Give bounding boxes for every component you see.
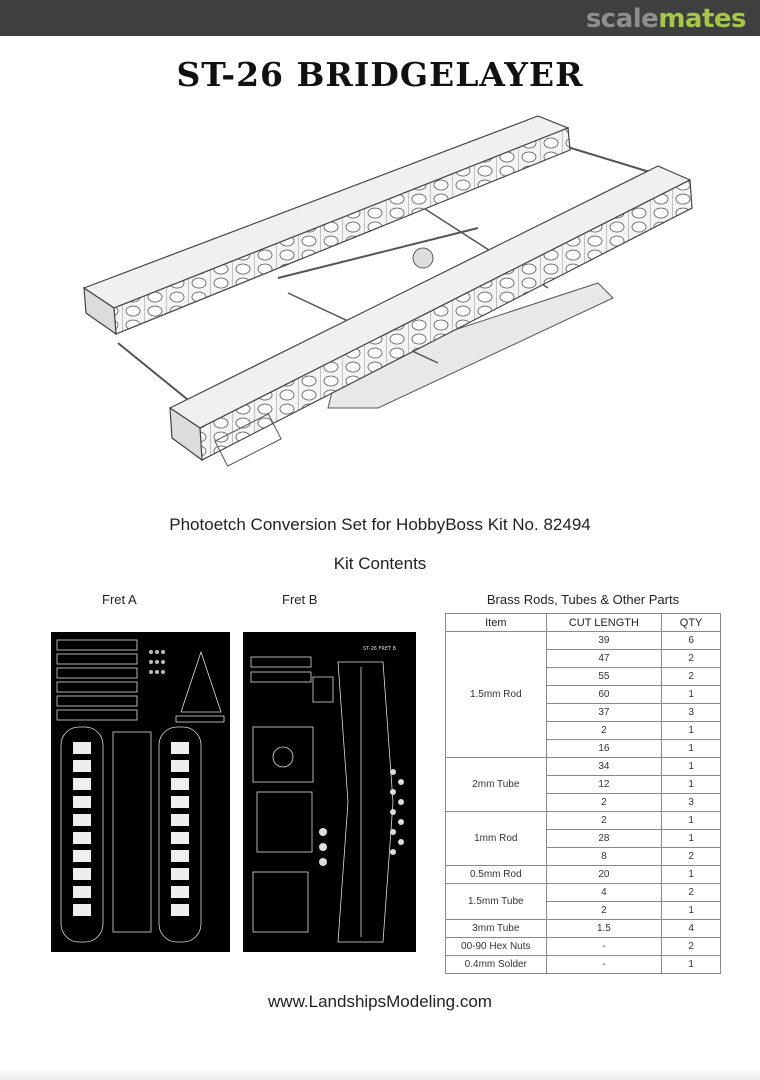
qty-cell: 2 <box>662 650 721 668</box>
kit-contents-heading: Kit Contents <box>333 554 427 573</box>
bottom-shadow <box>0 1066 760 1080</box>
item-cell: 1.5mm Tube <box>446 884 547 920</box>
qty-cell: 6 <box>662 632 721 650</box>
length-cell: 1.5 <box>546 920 662 938</box>
qty-cell: 1 <box>662 812 721 830</box>
item-cell: 0.5mm Rod <box>446 866 547 884</box>
header-cut-length: CUT LENGTH <box>546 614 662 632</box>
parts-table-header <box>446 614 721 632</box>
qty-cell: 1 <box>662 956 721 974</box>
table-row <box>446 866 721 884</box>
qty-cell: 1 <box>662 902 721 920</box>
qty-cell: 1 <box>662 722 721 740</box>
fret-b-marking: ST-26 FRET B <box>363 646 397 652</box>
qty-cell: 3 <box>662 704 721 722</box>
length-cell: - <box>546 938 662 956</box>
length-cell: 4 <box>546 884 662 902</box>
length-cell: 2 <box>546 812 662 830</box>
table-row <box>446 812 721 830</box>
qty-cell: 1 <box>662 686 721 704</box>
table-row <box>446 938 721 956</box>
qty-cell: 3 <box>662 794 721 812</box>
qty-cell: 2 <box>662 668 721 686</box>
item-cell: 1mm Rod <box>446 812 547 866</box>
item-cell: 2mm Tube <box>446 758 547 812</box>
length-cell: 47 <box>546 650 662 668</box>
item-cell: 00-90 Hex Nuts <box>446 938 547 956</box>
table-row <box>446 632 721 650</box>
fret-a-image <box>51 632 230 952</box>
length-cell: 55 <box>546 668 662 686</box>
document-title: ST-26 BRIDGELAYER <box>176 55 584 94</box>
table-row <box>446 758 721 776</box>
qty-cell: 1 <box>662 830 721 848</box>
length-cell: 37 <box>546 704 662 722</box>
qty-cell: 4 <box>662 920 721 938</box>
qty-cell: 1 <box>662 758 721 776</box>
website-url: www.LandshipsModeling.com <box>268 992 492 1011</box>
length-cell: 2 <box>546 722 662 740</box>
item-cell: 0.4mm Solder <box>446 956 547 974</box>
parts-table <box>445 613 721 974</box>
bridgelayer-illustration <box>78 108 698 498</box>
length-cell: 28 <box>546 830 662 848</box>
length-cell: 16 <box>546 740 662 758</box>
qty-cell: 2 <box>662 884 721 902</box>
qty-cell: 1 <box>662 740 721 758</box>
qty-cell: 1 <box>662 776 721 794</box>
top-bar <box>0 0 760 36</box>
length-cell: 8 <box>546 848 662 866</box>
parts-table-title: Brass Rods, Tubes & Other Parts <box>486 592 680 607</box>
table-row <box>446 956 721 974</box>
header-qty: QTY <box>662 614 721 632</box>
qty-cell: 2 <box>662 938 721 956</box>
length-cell: - <box>546 956 662 974</box>
length-cell: 2 <box>546 794 662 812</box>
item-cell: 3mm Tube <box>446 920 547 938</box>
fret-b-label: Fret B <box>282 592 318 607</box>
item-cell: 1.5mm Rod <box>446 632 547 758</box>
subtitle: Photoetch Conversion Set for HobbyBoss Kit No. 82494 <box>169 515 591 534</box>
fret-a-label: Fret A <box>102 592 137 607</box>
length-cell: 20 <box>546 866 662 884</box>
length-cell: 12 <box>546 776 662 794</box>
table-row <box>446 920 721 938</box>
qty-cell: 1 <box>662 866 721 884</box>
length-cell: 60 <box>546 686 662 704</box>
header-item: Item <box>446 614 547 632</box>
table-row <box>446 884 721 902</box>
length-cell: 39 <box>546 632 662 650</box>
scalemates-logo[interactable]: scalemates <box>585 4 746 34</box>
length-cell: 2 <box>546 902 662 920</box>
qty-cell: 2 <box>662 848 721 866</box>
length-cell: 34 <box>546 758 662 776</box>
fret-b-image <box>243 632 416 952</box>
